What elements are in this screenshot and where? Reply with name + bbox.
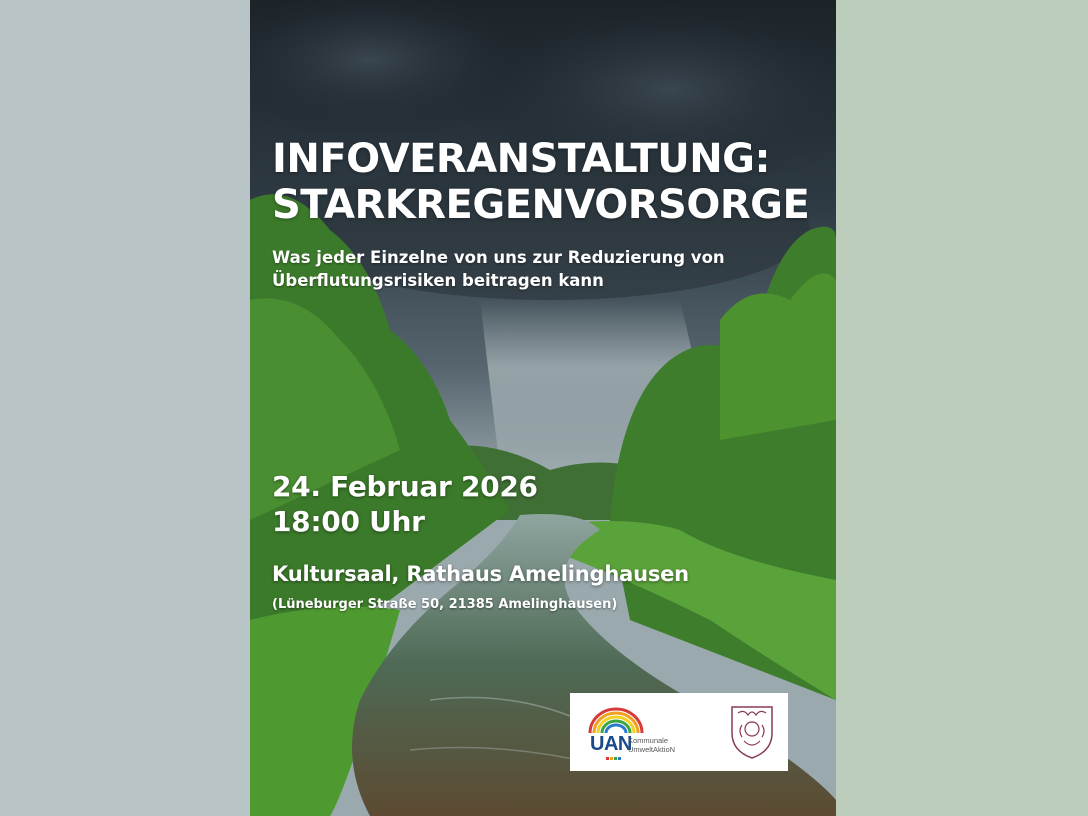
background-right-panel xyxy=(836,0,1088,816)
sponsor-logo-box xyxy=(570,693,788,771)
title-line-2: STARKREGENVORSORGE xyxy=(272,182,810,228)
event-poster xyxy=(250,0,836,816)
uan-logo-subtitle xyxy=(628,736,675,754)
event-title xyxy=(272,136,809,228)
municipal-crest-icon xyxy=(728,703,776,761)
event-time: 18:00 Uhr xyxy=(272,505,425,538)
uan-logo-text: UAN xyxy=(590,733,632,755)
title-line-1: INFOVERANSTALTUNG: xyxy=(272,136,771,182)
uan-sub-line-1: Kommunale xyxy=(628,736,669,745)
event-date: 24. Februar 2026 xyxy=(272,470,538,503)
event-venue: Kultursaal, Rathaus Amelinghausen xyxy=(272,562,689,586)
uan-sub-line-2: UmweltAktioN xyxy=(628,745,676,754)
background-left-panel xyxy=(0,0,250,816)
event-subtitle: Was jeder Einzelne von uns zur Reduzierung von Überflutungsrisiken beitragen kann xyxy=(272,248,725,290)
event-address: (Lüneburger Straße 50, 21385 Amelinghausen) xyxy=(272,597,618,612)
